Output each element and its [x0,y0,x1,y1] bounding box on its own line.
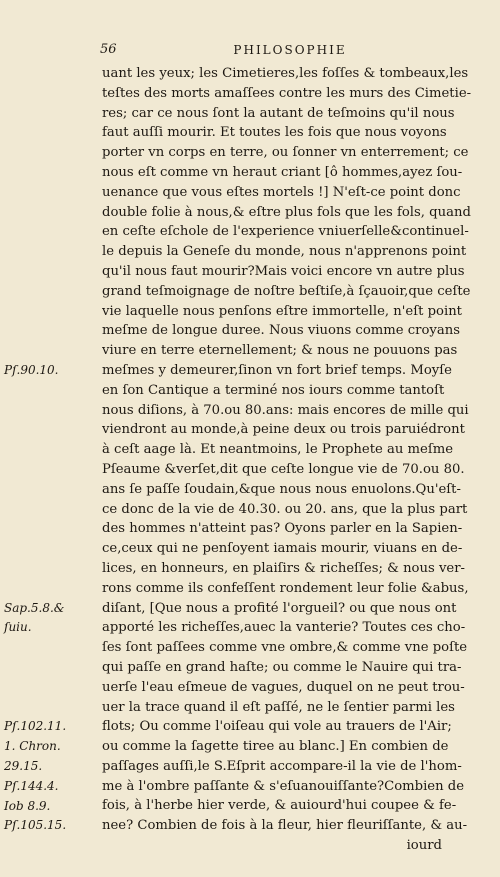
text-line: lices, en honneurs, en plaiſirs & richeſſes; & nous ver- [102,560,465,576]
text-line: ou comme la ſagette tiree au blanc.] En combien de [102,739,449,755]
text-line: vie laquelle nous penſons eſtre immortelle, n'eſt point [102,303,462,319]
body-text [102,64,482,856]
text-line: uenance que vous eſtes mortels !] N'eſt-ce point donc [102,184,461,200]
text-line: flots; Ou comme l'oiſeau qui vole au trauers de l'Air; [102,719,452,735]
margin-note: ſuiu. [4,620,32,635]
text-line: viendront au monde,à peine deux ou trois paruiédront [102,422,465,438]
text-line: faut auſſi mourir. Et toutes les fois que nous voyons [102,125,447,141]
text-line: nous diſions, à 70.ou 80.ans: mais encores de mille qui [102,402,469,418]
text-line: diſant, [Que nous a profité l'orgueil? ou que nous ont [102,600,457,616]
margin-note: Iob 8.9. [4,798,51,813]
margin-note: Sap.5.8.& [4,600,65,615]
margin-note: 1. Chron. [4,739,61,754]
text-line: teſtes des morts amaſſees contre les murs des Cimetie- [102,85,472,101]
text-line: qu'il nous faut mourir?Mais voici encore vn autre plus [102,263,465,279]
text-line: iourd [406,838,442,854]
margin-note: Pſ.144.4. [4,778,59,793]
margin-note: 29.15. [4,759,43,773]
text-line: fois, à l'herbe hier verde, & auiourd'hui coupee & fe- [102,798,457,814]
text-line: rons comme ils confeſſent rondement leur folie &abus, [102,580,469,596]
text-line: me à l'ombre paſſante & s'eſuanouiſſante?Combien de [102,778,465,794]
text-line: uer la trace quand il eſt paſſé, ne le ſentier parmi les [102,699,455,715]
margin-note: Pſ.90.10. [4,363,59,377]
text-line: à ceſt aage là. Et neantmoins, le Prophete au meſme [102,442,454,458]
text-line: uerſe l'eau eſmeue de vagues, duquel on ne peut trou- [102,679,465,695]
text-line: qui paſſe en grand haſte; ou comme le Nauire qui tra- [102,659,462,675]
text-line: uant les yeux; les Cimetieres,les foſſes & tombeaux,les [102,66,469,81]
text-line: ce donc de la vie de 40.30. ou 20. ans, que la plus part [102,501,468,517]
text-line: double folie à nous,& eſtre plus fols que les fols, quand [102,204,471,220]
text-line: meſmes y demeurer,ſinon vn fort brief temps. Moyſe [102,362,452,378]
text-line: nous eſt comme vn heraut criant [ô hommes,ayez ſou- [102,164,463,180]
page-number: 56 [100,42,117,57]
text-line: meſme de longue duree. Nous viuons comme croyans [102,323,460,339]
running-title: PHILOSOPHIE [233,43,347,57]
text-line: apporté les richeſſes,auec la vanterie? Toutes ces cho- [102,620,466,636]
text-line: nee? Combien de fois à la fleur, hier fleuriſſante, & au- [102,818,468,834]
text-line: ſes ſont paſſees comme vne ombre,& comme vne poſte [102,640,468,656]
text-line: ce,ceux qui ne penſoyent iamais mourir, viuans en de- [102,541,463,557]
margin-note: Pſ.102.11. [4,719,67,734]
text-line: paſſages auſſi,le S.Eſprit accompare-il la vie de l'hom- [102,758,462,774]
text-line: res; car ce nous ſont la autant de teſmoins qu'il nous [102,105,455,121]
text-line: Pſeaume &verſet,dit que ceſte longue vie de 70.ou 80. [102,461,465,477]
margin-note: Pſ.105.15. [4,818,67,833]
text-line: porter vn corps en terre, ou ſonner vn enterrement; ce [102,145,469,161]
text-line: ans ſe paſſe ſoudain,&que nous nous enuolons.Qu'eſt- [102,481,461,497]
text-line: viure en terre eternellement; & nous ne pouuons pas [102,343,458,359]
text-line: en ſon Cantique a terminé nos iours comme tantoſt [102,382,445,398]
page-header [100,42,480,62]
text-line: des hommes n'atteint pas? Oyons parler en la Sapien- [102,521,463,537]
text-line: grand teſmoignage de noſtre beſtiſe,à ſçauoir,que ceſte [102,283,471,299]
text-line: le depuis la Geneſe du monde, nous n'apprenons point [102,244,467,260]
text-line: en ceſte eſchole de l'experience vniuerſelle&continuel- [102,224,469,240]
